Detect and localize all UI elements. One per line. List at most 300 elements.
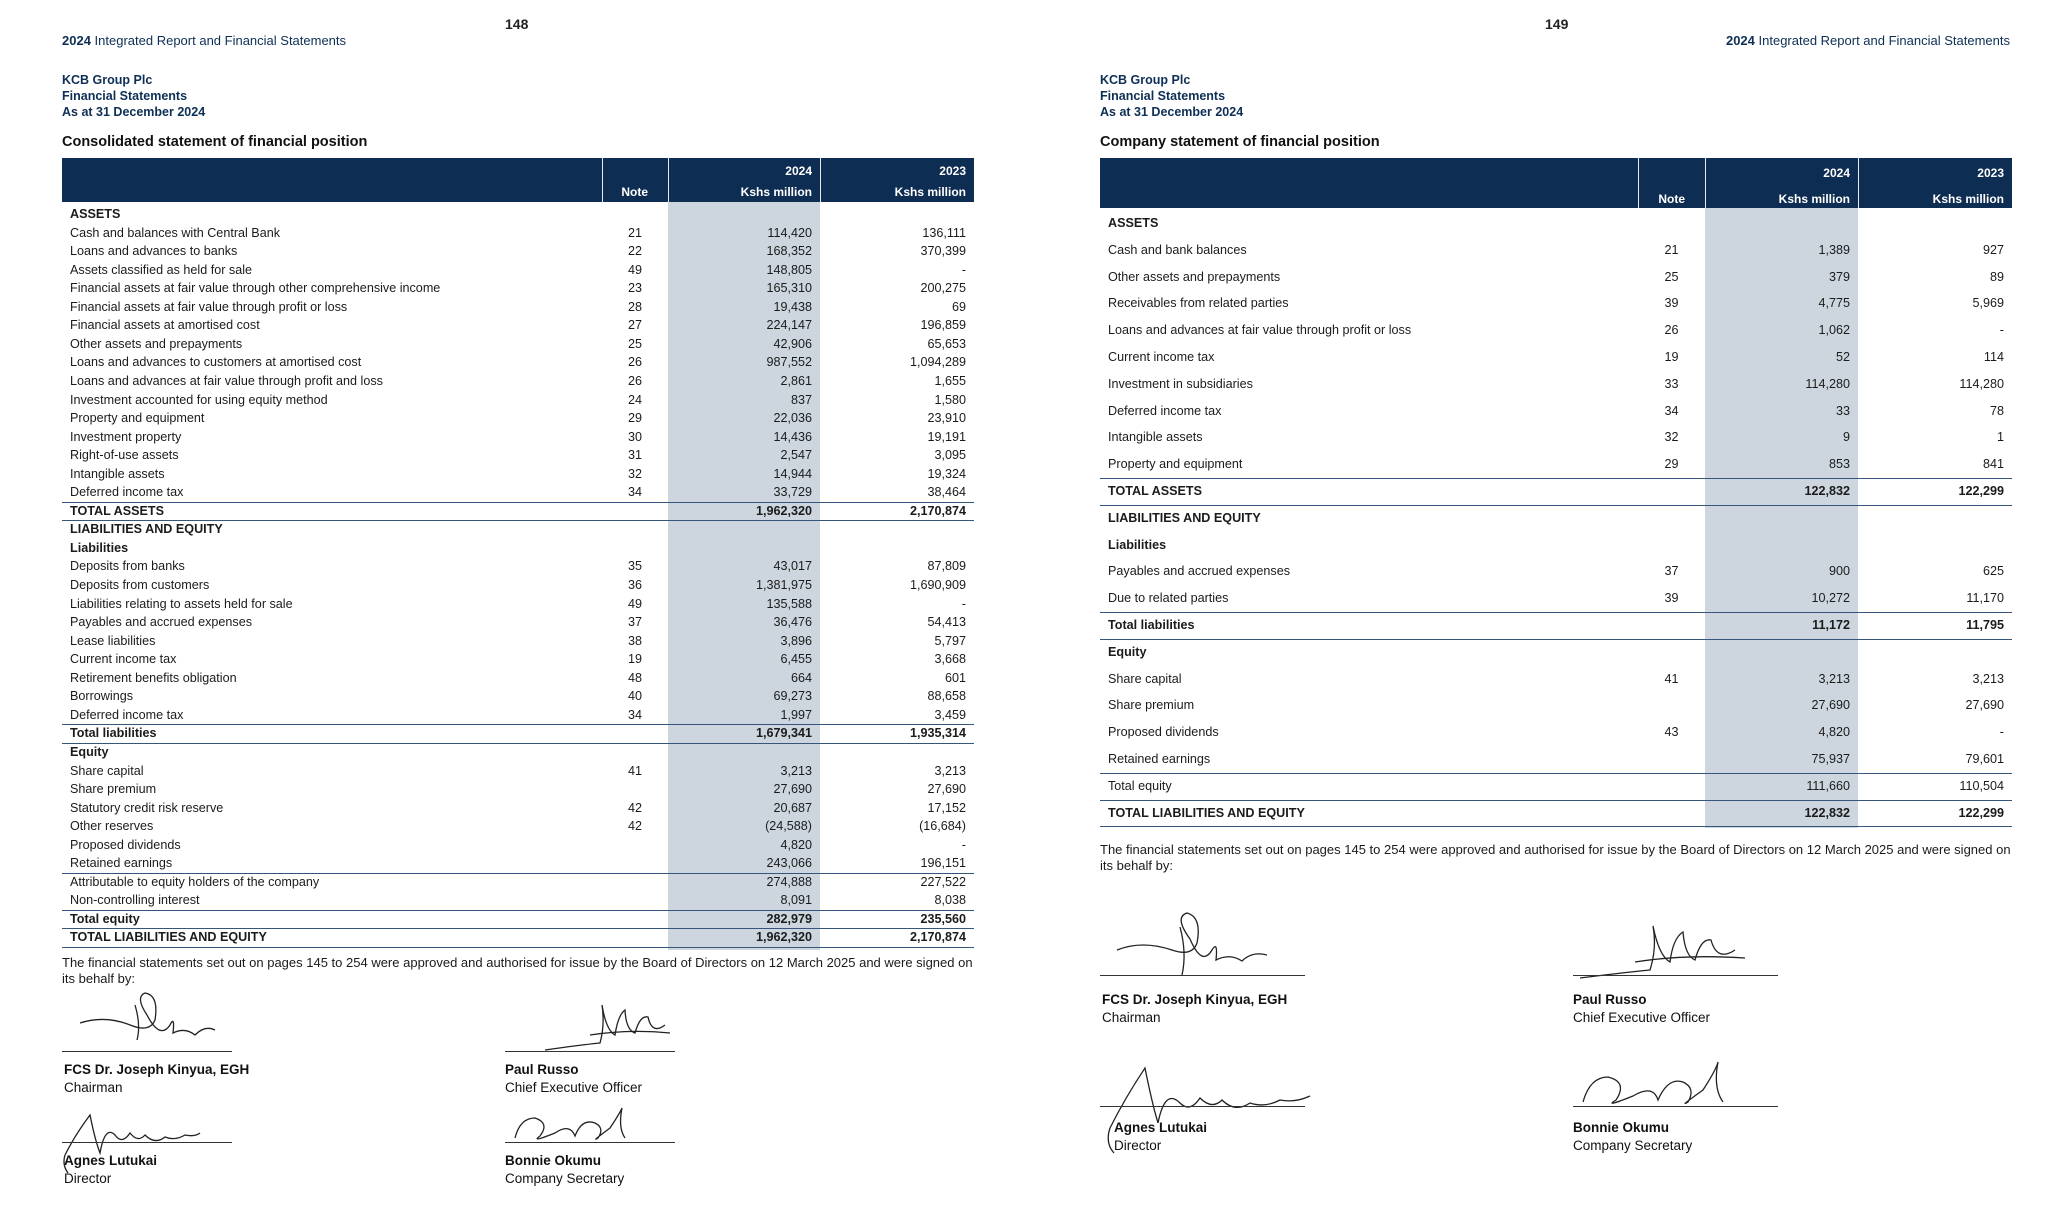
row-value-2024: 2,861 [780,373,812,388]
row-note: 41 [627,763,642,778]
table-row [62,817,974,836]
table-row [1100,585,2012,612]
row-value-2023: 69 [951,299,966,314]
signature-line [1100,975,1305,976]
row-note: 34 [627,485,642,500]
row-value-2024: 4,820 [1818,725,1850,740]
row-label: Equity [70,744,109,759]
row-value-2024: 14,944 [773,466,812,481]
signatory-name: Paul Russo [505,1062,579,1077]
rule-line [62,873,974,874]
table-row [62,873,974,892]
row-label: TOTAL LIABILITIES AND EQUITY [70,930,267,945]
row-value-2024: 22,036 [773,411,812,426]
row-value-2023: 1,935,314 [909,726,966,741]
row-label: Total equity [70,911,140,926]
row-label: Investment in subsidiaries [1108,376,1253,391]
row-note: 22 [627,244,642,259]
row-value-2024: 987,552 [766,355,812,370]
table-row [62,687,974,706]
signature-ceo [1575,918,1755,988]
row-label: Intangible assets [1108,430,1203,445]
row-value-2023: 114,280 [1959,376,2004,391]
row-value-2023: 1 [1996,430,2004,445]
column-note: Note [621,185,648,199]
row-value-2023: 38,464 [927,485,966,500]
row-label: Receivables from related parties [1108,296,1289,311]
table-row [1100,237,2012,264]
statement-date: As at 31 December 2024 [62,105,206,119]
row-value-2024: 664 [790,670,812,685]
column-unit-2023: Kshs million [894,185,966,199]
row-value-2023: 227,522 [920,874,966,889]
row-value-2024: 111,660 [1806,778,1850,793]
table-row [62,613,974,632]
rule-line [62,910,974,911]
company-name: KCB Group Plc [62,73,153,87]
row-value-2024: 1,381,975 [755,578,812,592]
approval-note: The financial statements set out on pages 145 to 254 were approved and authorised for issue by the Board of Directors on 12 March 2025 and were signed on its behalf by: [62,955,973,986]
page-number: 149 [1545,16,1569,32]
table-row [1100,264,2012,291]
table-row [1100,398,2012,425]
row-value-2024: 11,172 [1812,618,1850,632]
row-note: 48 [627,670,642,685]
row-value-2024: 43,017 [773,559,812,574]
row-value-2024: 4,775 [1818,296,1850,311]
row-label: ASSETS [70,207,121,221]
row-label: Due to related parties [1108,591,1229,606]
table-row [1100,746,2012,773]
row-label: Cash and balances with Central Bank [70,225,281,240]
row-label: Current income tax [70,652,177,667]
table-row [1100,800,2012,827]
column-year-2024: 2024 [785,164,812,178]
row-label: Borrowings [70,689,133,704]
row-value-2023: 235,560 [920,911,966,926]
row-value-2024: 135,588 [766,596,812,611]
row-value-2024: 900 [1828,564,1850,579]
row-label: Retained earnings [1108,752,1211,766]
row-value-2024: 19,438 [773,299,812,314]
row-label: LIABILITIES AND EQUITY [1108,510,1261,525]
row-value-2023: 110,504 [1959,778,2004,793]
table-row [1100,773,2012,800]
row-value-2024: 837 [790,392,812,407]
table-row [1100,210,2012,237]
row-label: Equity [1108,644,1147,659]
row-label: Assets classified as held for sale [70,262,252,277]
signatory-name: Paul Russo [1573,992,1647,1007]
row-label: Retirement benefits obligation [70,670,237,685]
row-value-2024: 379 [1828,269,1850,284]
row-value-2024: 1,679,341 [755,726,812,741]
signature-line [505,1051,675,1052]
row-label: Loans and advances at fair value through profit or loss [1108,323,1412,338]
table-row [62,483,974,502]
row-note: 21 [627,225,642,240]
table-row [62,205,974,224]
row-label: Deferred income tax [70,707,184,722]
row-label: Share premium [1108,698,1195,713]
signatory-role: Company Secretary [505,1171,625,1186]
table-row [62,502,974,521]
signature-secretary [1578,1052,1738,1112]
row-label: Share premium [70,782,157,797]
signature-line [62,1051,232,1052]
table-row [62,409,974,428]
row-value-2023: - [1999,323,2004,338]
row-value-2023: 5,797 [934,633,966,648]
row-value-2024: 853 [1828,457,1850,472]
signatory-role: Director [64,1171,112,1186]
row-note: 31 [627,448,642,463]
table-row [62,224,974,243]
table-row [62,335,974,354]
row-value-2023: 370,399 [920,244,966,259]
row-value-2023: 1,655 [934,373,966,388]
row-value-2023: 23,910 [927,411,966,426]
row-note: 29 [627,411,642,426]
rule-line [1100,826,2012,827]
row-value-2023: 2,170,874 [909,503,966,518]
page-number: 148 [505,16,529,32]
rule-line [62,502,974,503]
financial-position-table [62,158,974,948]
rule-line [62,928,974,929]
table-row [62,539,974,558]
column-unit-2024: Kshs million [1778,192,1850,206]
row-note: 30 [627,429,642,444]
table-row [62,724,974,743]
row-value-2024: 122,832 [1804,484,1850,498]
signatory-name: FCS Dr. Joseph Kinyua, EGH [64,1062,250,1077]
row-label: Liabilities [70,540,129,555]
row-label: Total liabilities [1108,618,1195,632]
row-value-2023: 136,111 [922,225,966,240]
row-value-2023: 3,095 [934,448,966,463]
table-header [62,158,974,202]
row-value-2024: 1,062 [1818,323,1850,338]
row-label: ASSETS [1108,216,1159,230]
row-label: Loans and advances to banks [70,244,238,259]
row-value-2023: 17,152 [927,800,966,815]
row-value-2024: 122,832 [1804,805,1850,820]
statement-title: Consolidated statement of financial position [62,134,368,150]
row-value-2023: 11,170 [1966,591,2004,606]
row-value-2024: 2,547 [780,448,812,463]
column-year-2023: 2023 [939,164,966,178]
row-note: 32 [1664,430,1679,445]
row-value-2023: 114 [1983,350,2004,364]
row-value-2023: 78 [1989,403,2004,418]
table-row [62,428,974,447]
row-label: Share capital [1108,671,1182,686]
row-value-2024: 148,805 [766,262,812,277]
column-year-2023: 2023 [1977,166,2004,180]
row-value-2023: - [961,596,966,611]
row-value-2023: 27,690 [927,782,966,797]
table-row [62,353,974,372]
signatory-name: Agnes Lutukai [1114,1120,1208,1135]
table-row [62,316,974,335]
row-value-2023: 54,413 [927,615,966,630]
signature-line [1100,1106,1305,1107]
row-value-2023: 196,151 [920,856,966,871]
row-value-2024: 33 [1835,403,1850,418]
row-note: 38 [627,633,642,648]
table-row [1100,639,2012,666]
row-note: 26 [1664,323,1679,338]
row-value-2024: 274,888 [766,874,812,889]
rule-line [1100,800,2012,801]
row-value-2024: 52 [1835,350,1850,364]
row-value-2024: 36,476 [773,615,812,630]
table-row [1100,290,2012,317]
row-label: Lease liabilities [70,633,156,648]
row-note: 37 [1664,564,1679,579]
signature-line [1573,975,1778,976]
row-value-2024: 8,091 [780,893,812,908]
signatory-name: Agnes Lutukai [64,1153,158,1168]
statement-date: As at 31 December 2024 [1100,105,1244,119]
row-value-2024: 27,690 [1811,698,1850,713]
row-label: Current income tax [1108,350,1215,364]
row-label: Financial assets at amortised cost [70,318,260,333]
rule-line [1100,612,2012,613]
row-label: Property and equipment [1108,457,1243,472]
table-row [1100,371,2012,398]
signature-secretary [510,1098,640,1148]
statement-title: Company statement of financial position [1100,134,1380,150]
row-value-2024: 69,273 [773,689,812,704]
table-row [62,836,974,855]
row-label: Proposed dividends [1108,725,1219,740]
table-row [62,891,974,910]
signatory-name: Bonnie Okumu [505,1153,602,1168]
row-note: 41 [1664,671,1679,686]
row-note: 25 [1664,269,1679,284]
table-row [62,799,974,818]
row-label: Payables and accrued expenses [1108,564,1291,579]
row-label: Statutory credit risk reserve [70,800,224,815]
row-label: Liabilities [1108,537,1167,552]
row-note: 26 [627,373,642,388]
row-value-2024: 114,420 [767,225,812,240]
row-value-2023: 122,299 [1958,805,2004,820]
signature-chairman [75,985,235,1055]
row-value-2023: 8,038 [934,893,966,908]
table-row [62,520,974,539]
table-row [62,465,974,484]
table-row [62,279,974,298]
row-label: Investment property [70,429,182,444]
row-label: Proposed dividends [70,837,181,852]
row-note: 42 [627,819,642,834]
signatory-name: FCS Dr. Joseph Kinyua, EGH [1102,992,1288,1007]
row-label: Deposits from customers [70,578,210,592]
rule-line [62,724,974,725]
table-row [1100,317,2012,344]
row-note: 40 [627,689,642,704]
row-label: Share capital [70,763,144,778]
report-year: 2024 [1725,33,1755,48]
table-row [62,854,974,873]
signatory-role: Director [1114,1138,1162,1153]
row-note: 39 [1664,591,1679,606]
table-header [1100,158,2012,208]
column-note: Note [1658,192,1685,206]
table-row [62,391,974,410]
row-value-2024: 6,455 [780,652,812,667]
table-row [1100,666,2012,693]
row-note: 33 [1664,376,1679,391]
row-value-2023: 625 [1982,564,2004,579]
row-label: Total liabilities [70,726,157,741]
row-note: 21 [1664,242,1679,257]
table-row [1100,478,2012,505]
row-value-2024: 14,436 [773,429,812,444]
row-label: Deposits from banks [70,559,185,574]
table-row [62,298,974,317]
row-value-2023: 841 [1982,457,2004,472]
signature-chairman [1112,905,1282,985]
row-label: Attributable to equity holders of the company [70,874,320,889]
row-value-2023: 122,299 [1958,484,2004,498]
row-label: Retained earnings [70,856,173,871]
row-label: Payables and accrued expenses [70,615,253,630]
signatory-role: Chairman [64,1080,123,1095]
table-row [1100,424,2012,451]
row-value-2023: 87,809 [927,559,966,574]
row-value-2023: 3,213 [934,763,966,778]
table-row [62,743,974,762]
row-note: 49 [627,262,642,277]
table-row [1100,692,2012,719]
table-row [1100,532,2012,559]
row-label: TOTAL ASSETS [1108,484,1202,498]
row-note: 39 [1664,296,1679,311]
row-value-2024: 224,147 [766,318,812,333]
table-row [62,650,974,669]
table-row [62,780,974,799]
row-value-2024: 9 [1842,430,1850,445]
row-label: Financial assets at fair value through profit or loss [70,299,348,314]
row-note: 37 [627,615,642,630]
row-value-2024: 1,962,320 [755,930,812,945]
table-row [62,706,974,725]
row-value-2023: 19,324 [927,466,966,481]
row-value-2024: 10,272 [1811,591,1850,606]
row-value-2024: 42,906 [773,336,812,351]
row-value-2023: 3,668 [934,652,966,667]
row-note: 36 [627,578,642,592]
row-value-2023: 601 [944,670,966,685]
row-label: Intangible assets [70,466,165,481]
row-value-2024: 4,820 [780,837,812,852]
row-note: 26 [627,355,642,370]
row-value-2023: 65,653 [927,336,966,351]
row-value-2023: 89 [1989,269,2004,284]
row-value-2023: 19,191 [927,429,966,444]
column-unit-2024: Kshs million [740,185,812,199]
approval-note: The financial statements set out on pages 145 to 254 were approved and authorised for issue by the Board of Directors on 12 March 2025 and were signed on its behalf by: [1100,842,2011,873]
row-value-2023: 200,275 [920,281,966,296]
row-value-2024: 1,962,320 [755,503,812,518]
table-row [1100,719,2012,746]
row-value-2024: 3,896 [780,633,812,648]
row-value-2023: 1,094,289 [909,355,966,370]
row-value-2024: 3,213 [1818,671,1850,686]
row-label: Deferred income tax [1108,403,1222,418]
table-row [62,372,974,391]
row-value-2024: 33,729 [773,485,812,500]
report-title-text: Integrated Report and Financial Statements [94,33,347,48]
row-note: 28 [627,299,642,314]
row-label: Loans and advances at fair value through profit and loss [70,373,383,388]
row-value-2023: - [961,262,966,277]
table-row [62,557,974,576]
row-note: 25 [627,336,642,351]
row-label: Other assets and prepayments [1108,269,1281,284]
row-note: 32 [627,466,642,481]
row-note: 19 [1664,350,1679,364]
table-row [62,446,974,465]
row-note: 23 [627,281,642,296]
signatory-role: Company Secretary [1573,1138,1693,1153]
table-row [62,261,974,280]
row-label: Investment accounted for using equity method [70,392,328,407]
row-value-2024: 27,690 [773,782,812,797]
row-value-2023: (16,684) [919,819,966,834]
financial-position-table [1100,158,2012,838]
row-note: 19 [627,652,642,667]
row-value-2023: 11,795 [1966,618,2004,632]
row-label: Total equity [1108,778,1172,793]
row-note: 49 [627,596,642,611]
row-label: LIABILITIES AND EQUITY [70,522,223,537]
row-note: 34 [1664,403,1679,418]
table-row [1100,344,2012,371]
table-row [62,910,974,929]
table-row [62,242,974,261]
signature-ceo [540,995,680,1065]
signature-line [1573,1106,1778,1107]
row-value-2023: 3,459 [934,707,966,722]
row-label: Deferred income tax [70,485,184,500]
row-value-2024: 168,352 [766,244,812,259]
row-label: Other assets and prepayments [70,336,243,351]
table-row [62,762,974,781]
row-note: 43 [1664,725,1679,740]
row-label: Other reserves [70,819,154,834]
column-year-2024: 2024 [1823,166,1850,180]
row-value-2024: 20,687 [773,800,812,815]
row-value-2023: 79,601 [1965,752,2004,766]
signatory-role: Chief Executive Officer [505,1080,643,1095]
signatory-name: Bonnie Okumu [1573,1120,1670,1135]
row-value-2023: 1,580 [934,392,966,407]
row-note: 34 [627,707,642,722]
row-label: Loans and advances to customers at amortised cost [70,355,362,370]
column-unit-2023: Kshs million [1932,192,2004,206]
table-row [1100,505,2012,532]
row-value-2024: 243,066 [766,856,812,871]
table-row [62,928,974,947]
row-value-2024: 282,979 [766,911,812,926]
row-value-2023: - [1999,725,2004,740]
row-value-2024: 165,310 [766,281,812,296]
